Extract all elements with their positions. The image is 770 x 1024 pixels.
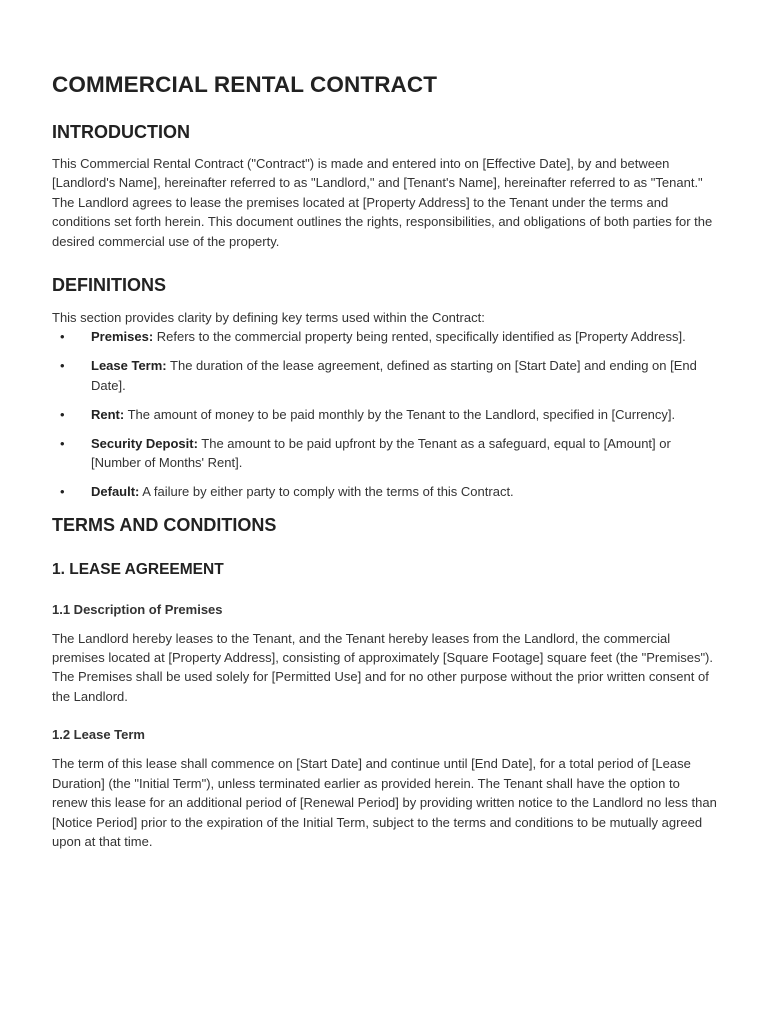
definitions-heading: DEFINITIONS [52, 275, 167, 296]
bullet-icon: • [60, 406, 65, 422]
lease-term-heading: 1.2 Lease Term [52, 727, 145, 743]
lease-term-paragraph: The term of this lease shall commence on [Start Date] and continue until [End Date], for a total period of [Lease Duration] (the "Initial Term"), unless terminated earlier as provided herein. The Tenant shall have the option to renew this lease for an additional period of [Renewal Period] by providing written notice to the Landlord no less than [Notice Period] prior to the expiration of the Initial Term, subject to the terms and conditions to be mutually agreed upon at that time. [52, 756, 717, 849]
definitions-intro: This section provides clarity by defining key terms used within the Contract: [52, 310, 485, 326]
definition-text: Refers to the commercial property being rented, specifically identified as [Property Address]. [153, 329, 686, 345]
description-of-premises-heading: 1.1 Description of Premises [52, 601, 223, 617]
definition-term: Premises: [91, 329, 154, 345]
definition-text: The amount of money to be paid monthly by the Tenant to the Landlord, specified in [Currency]. [124, 406, 676, 422]
definition-item-default [52, 482, 718, 501]
definition-item-security-deposit [52, 434, 718, 473]
definition-term: Security Deposit: [91, 435, 198, 451]
bullet-icon: • [60, 484, 65, 500]
introduction-heading: INTRODUCTION [52, 122, 190, 142]
definitions-section [52, 274, 718, 502]
terms-section [52, 514, 718, 852]
lease-agreement-heading: 1. LEASE AGREEMENT [52, 560, 224, 578]
bullet-icon: • [60, 329, 65, 345]
bullet-icon: • [60, 358, 65, 374]
definition-text: The amount to be paid upfront by the Tenant as a safeguard, equal to [Amount] or [Number of Months' Rent]. [91, 435, 671, 471]
definition-item-lease-term [52, 356, 718, 395]
definition-term: Default: [91, 484, 140, 500]
definition-term: Rent: [91, 406, 125, 422]
document-title: COMMERCIAL RENTAL CONTRACT [52, 72, 438, 97]
definition-text: A failure by either party to comply with the terms of this Contract. [139, 484, 514, 500]
definitions-list [52, 327, 718, 501]
definition-term: Lease Term: [91, 358, 167, 374]
definition-text: The duration of the lease agreement, defined as starting on [Start Date] and ending on [End Date]. [91, 358, 697, 393]
definition-item-rent [52, 405, 718, 424]
introduction-section [52, 121, 718, 251]
definition-item-premises [52, 327, 718, 346]
terms-heading: TERMS AND CONDITIONS [52, 514, 277, 535]
introduction-paragraph: This Commercial Rental Contract ("Contract") is made and entered into on [Effective Date], by and between [Landlord's Name], hereinafter referred to as "Landlord," and [Tenant's Name], hereinafter referred to as "Tenant." The Landlord agrees to lease the premises located at [Property Address] to the Tenant under the terms and conditions set forth herein. This document outlines the rights, responsibilities, and obligations of both parties for the desired commercial use of the property. [52, 156, 713, 249]
description-of-premises-paragraph: The Landlord hereby leases to the Tenant, and the Tenant hereby leases from the Landlord, the commercial premises located at [Property Address], consisting of approximately [Square Footage] square feet (the "Premises"). The Premises shall be used solely for [Permitted Use] and for no other purpose without the prior written consent of the Landlord. [52, 630, 713, 704]
bullet-icon: • [60, 435, 65, 451]
